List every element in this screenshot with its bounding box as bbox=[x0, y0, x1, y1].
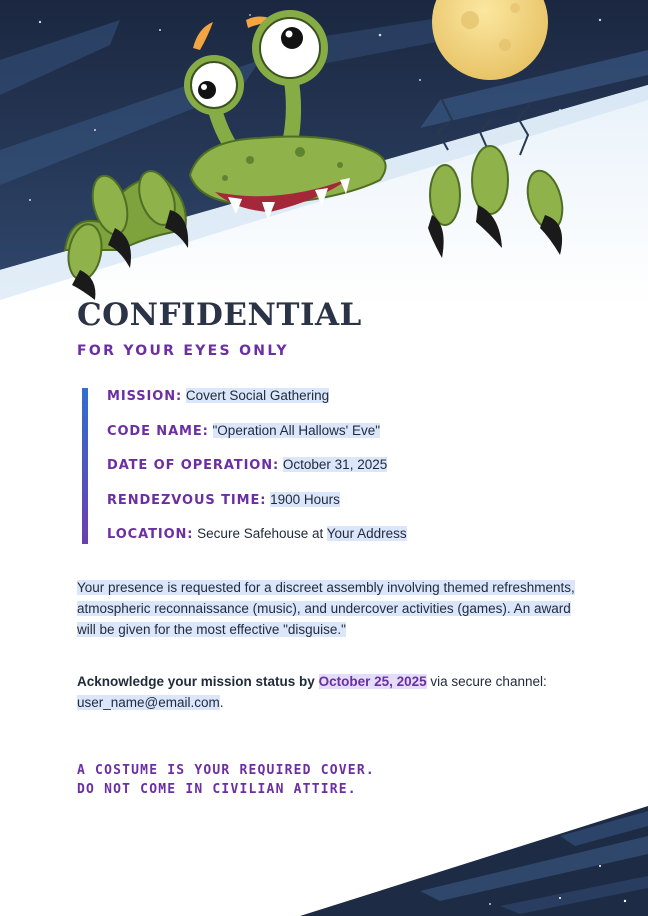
time-item bbox=[107, 490, 407, 525]
mission-label: MISSION: bbox=[107, 389, 183, 404]
page-title: CONFIDENTIAL bbox=[77, 297, 362, 333]
closing-line-2: DO NOT COME IN CIVILIAN ATTIRE. bbox=[77, 782, 357, 797]
location-value: Your Address bbox=[326, 526, 407, 542]
footer-illustration bbox=[0, 806, 648, 916]
closing-note bbox=[77, 761, 375, 799]
page-subtitle: FOR YOUR EYES ONLY bbox=[77, 343, 289, 359]
code-name-label: CODE NAME: bbox=[107, 423, 209, 439]
rsvp-prefix: Acknowledge your mission status by bbox=[77, 674, 315, 689]
mission-accent-bar bbox=[82, 388, 88, 544]
night-sky-corner bbox=[300, 806, 648, 916]
time-value: 1900 Hours bbox=[270, 491, 340, 507]
mission-item bbox=[107, 386, 407, 421]
rsvp-end: . bbox=[219, 695, 224, 710]
location-label: LOCATION: bbox=[107, 527, 194, 543]
location-item bbox=[107, 524, 407, 559]
closing-line-1: A COSTUME IS YOUR REQUIRED COVER. bbox=[77, 763, 375, 778]
time-label: RENDEZVOUS TIME: bbox=[107, 492, 267, 508]
code-name-item bbox=[107, 421, 407, 456]
rsvp-middle: via secure channel: bbox=[430, 674, 547, 689]
code-name-value: "Operation All Hallows' Eve" bbox=[212, 422, 380, 438]
header-illustration bbox=[0, 0, 648, 305]
mission-details-list bbox=[107, 386, 407, 559]
mission-value: Covert Social Gathering bbox=[185, 388, 330, 403]
date-label: DATE OF OPERATION: bbox=[107, 458, 280, 474]
date-item bbox=[107, 455, 407, 490]
date-value: October 31, 2025 bbox=[282, 457, 388, 473]
invitation-text: Your presence is requested for a discreet assembly involving themed refreshments, atmospheric reconnaissance (music), and undercover activities (games). An award will be given for the most effective "disguise." bbox=[77, 580, 575, 637]
invitation-paragraph bbox=[77, 577, 577, 640]
rsvp-deadline: October 25, 2025 bbox=[318, 674, 427, 689]
rsvp-email-link[interactable]: user_name@email.com bbox=[77, 695, 220, 710]
location-prefix: Secure Safehouse at bbox=[197, 526, 324, 542]
rsvp-paragraph bbox=[77, 671, 577, 713]
